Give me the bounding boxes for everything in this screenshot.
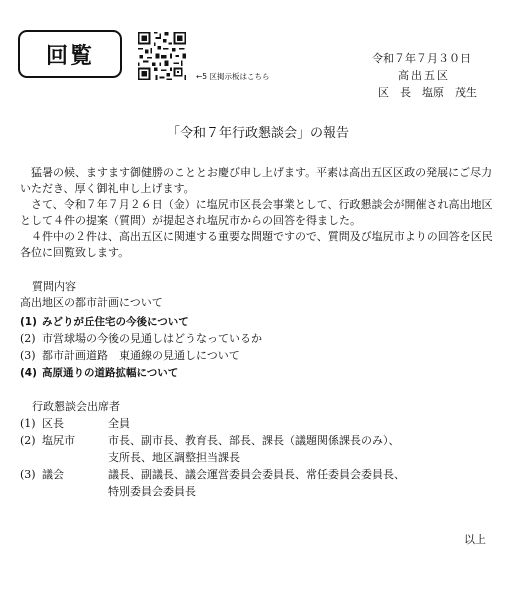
- district-name: 高出五区: [398, 69, 450, 82]
- paragraph: 猛暑の候、ますます御健勝のこととお慶び申し上げます。平素は高出五区区政の発展にご尽力いただき、厚く御礼申し上げます。: [20, 166, 493, 195]
- attendee-row: (1) 区長 全員: [20, 417, 130, 430]
- question-item: (3) 都市計画道路 東通線の見通しについて: [20, 349, 240, 362]
- question-item: (2) 市営球場の今後の見通しはどうなっているか: [20, 332, 262, 345]
- attendees-heading: 行政懇談会出席者: [32, 400, 120, 413]
- questions-subheading: 高出地区の都市計画について: [20, 296, 163, 309]
- signatory: 区 長 塩原 茂生: [378, 86, 477, 99]
- circulation-stamp: [18, 30, 122, 78]
- qr-code: [136, 30, 188, 82]
- question-item: (4) 高原通りの道路拡幅について: [20, 367, 179, 379]
- paragraph: ４件中の２件は、高出五区に関連する重要な問題ですので、質問及び塩尻市よりの回答を区民各位に回覧致します。: [20, 230, 493, 259]
- attendee-row-continued: 支所長、地区調整担当課長: [108, 451, 240, 464]
- stamp-label: 回覧: [45, 43, 94, 69]
- question-item: (1) みどりが丘住宅の今後について: [20, 316, 189, 328]
- closing-mark: 以上: [464, 533, 486, 546]
- attendee-row: (2) 塩尻市 市長、副市長、教育長、部長、課長（議題関係課長のみ）、: [20, 434, 400, 447]
- document-title: 「令和７年行政懇談会」の報告: [166, 126, 349, 141]
- issue-date: 令和７年７月３０日: [372, 52, 471, 65]
- body-text: [20, 165, 496, 261]
- questions-heading: 質問内容: [32, 280, 76, 293]
- qr-caption: ←5 区掲示板はこちら: [196, 72, 270, 81]
- attendee-row-continued: 特別委員会委員長: [108, 485, 196, 498]
- paragraph: さて、令和７年７月２６日（金）に塩尻市区長会事業として、行政懇談会が開催され高出地区として４件の提案（質問）が提起され塩尻市からの回答を得ました。: [20, 198, 493, 227]
- attendee-row: (3) 議会 議長、副議長、議会運営委員会委員長、常任委員会委員長、: [20, 468, 405, 481]
